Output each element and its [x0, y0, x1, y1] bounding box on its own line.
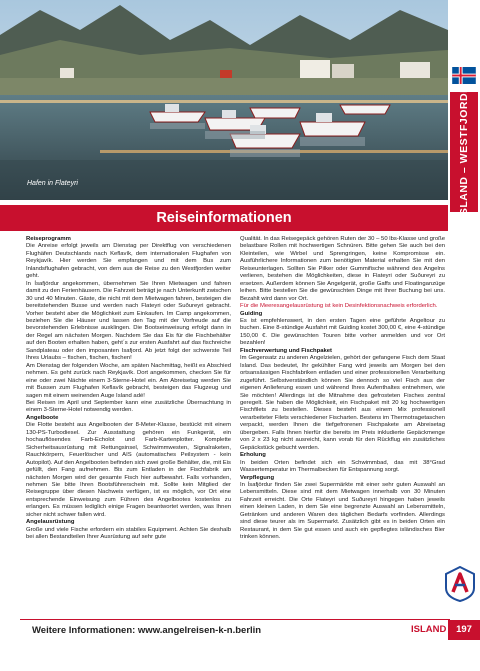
iceland-flag-icon [452, 67, 476, 84]
heading-recreation: Erholung [240, 452, 266, 459]
paragraph: Es ist empfehlenswert, in den ersten Tagen eine geführte Angeltour zu buchen. Eine 8-stündige Ausfahrt mit Guiding kostet 300,00 €, eine 4-stündige 150,00 €. Die gewünschten Touren bitte vorher anmelden und vor Ort bezahlen! [240, 317, 445, 347]
paragraph: Große und viele Fische erfordern ein stabiles Equipment. Achten Sie deshalb bei allen Bestandteilen Ihrer Ausrüstung auf sehr gute [26, 526, 231, 541]
paragraph: In Ísafjördur angekommen, übernehmen Sie Ihren Mietwagen und fahren damit zu den Ferienhäusern. Die Fahrzeit beträgt je nach Unterkunft zwischen 30 und 40 Minuten. Gäste, die nicht mit dem Mietwagen fahren, besteigen die bereitstehenden Busse und werden nach Flateyri oder Suðureyri gebracht. Vorher besteht aber die Möglichkeit zum Einkaufen. Im Camp angekommen, beziehen Sie die Häuser und lassen den Tag mit der Vorfreude auf die bevorstehenden Erlebnisse ausklingen. Die Bootseinweisung erfolgt dann in der Regel am nächsten Morgen. Nachdem Sie das Eis für die Fischbehälter auf den Booten erhalten haben, geht´s zur ersten Ausfahrt auf das fischreiche Sandplateau oder den imposanten Isafjord. Ab jetzt folgt der schwerste Teil Ihres Urlaubs – fischen, fischen, fischen! [26, 280, 231, 362]
photo-caption: Hafen in Flateyri [27, 180, 78, 187]
paragraph: In Ísafjördur finden Sie zwei Supermärkte mit einer sehr guten Auswahl an Lebensmitteln. Diese sind mit dem Mietwagen innerhalb von 30 Minuten Fahrzeit erreicht. Die Orte Flateyri und Suðureyri hingegen haben jeweils einen kleinen Laden, in dem Sie eine begrenzte Auswahl an Lebensmitteln, Getränken und anderen Waren des täglichen Bedarfs vorfinden. Allerdings sind diese teurer als im Supermarkt. Zusätzlich gibt es in beiden Orten ein Restaurant, in dem Sie gut essen und auch ein gepflegtes isländisches Bier trinken können. [240, 481, 445, 541]
paragraph: Die Flotte besteht aus Angelbooten der 8-Meter-Klasse, bestückt mit einem 130-PS-Turbodiesel. Zur Ausstattung gehören ein Funkgerät, ein hochauflösendes Farb-Echolot und Farb-Kartenplotter. Komplette Sicherheitsausrüstung mit Rettungsinsel, Schwimmwesten, Signalraketen, Rauchkörpern, Feuerlöscher und AIS (automatisches Peilsystem - kein Autopilot). Auf den Angelbooten befinden sich zwei große Behälter, die, mit Eis gefüllt, den Fang aufnehmen. Bis zum Entladen in der Fischfabrik am nächsten Morgen wird der gesamte Fisch hier aufbewahrt. Falls vorhanden, nehmen Sie bitte Ihren Bootsführerschein mit. Sollte kein Mitglied der Reisegruppe über diesen Nachweis verfügen, ist es möglich, vor Ort eine entsprechende Einweisung zum Führen des Angelbootes kostenlos zu erlangen. Es müssen lediglich einige Fragen beantwortet werden, was Ihnen sicher nicht schwer fallen wird. [26, 422, 231, 518]
footer-more-info: Weitere Informationen: www.angelreisen-k-n.berlin [32, 625, 262, 636]
harbor-photo [0, 0, 448, 200]
heading-fish: Fischverwertung und Fischpaket [240, 347, 332, 354]
heading-gear: Angelausrüstung [26, 519, 75, 526]
left-column [26, 236, 231, 542]
heading-program: Reiseprogramm [26, 236, 71, 242]
section-banner [0, 205, 448, 231]
paragraph: Qualität. In das Reisegepäck gehören Ruten der 30 – 50 lbs-Klasse und große belastbare Rollen mit hochwertigen Schnüren. Bitte gehen Sie auch bei den Kleinteilen, wie Wirbel und Sprengringen, keine Kompromisse ein. Ausführlichere Informationen zum benötigten Material erhalten Sie mit den Reiseunterlagen. Sollten Sie Pilker oder Gummifische während des Angelns verlieren, bestehen die Möglichkeiten, diese in Flateyri oder Suðureyri zu ersetzen. Außerdem können Sie Angelgerät, große Gaffs und Floatinganzüge leihen. Bitte bestellen Sie die gewünschten Dinge mit Ihrer Buchung bei uns. Bezahlt wird dann vor Ort. [240, 236, 445, 302]
heading-boats: Angelboote [26, 414, 59, 421]
side-chapter-text: ISLAND – WESTFJORDE [458, 85, 470, 219]
footer-country: ISLAND [411, 624, 447, 635]
right-column [240, 236, 445, 542]
publisher-logo-icon [444, 566, 476, 602]
paragraph: Im Gegensatz zu anderen Angelzielen, gehört der gefangene Fisch dem Staat Island. Das bedeutet, Ihr gekühlter Fang wird jeweils am Morgen bei den ortsansässigen Fischfabriken entladen und einer professionellen Verarbeitung zugeführt. Selbstverständlich können Sie dennoch so viel Fisch aus der eigenen Anlieferung essen und während Ihres Aufenthaltes entnehmen, wie Sie möchten! Allerdings ist die Mitnahme des gefrosteten Fisches zentral geregelt. Sie haben die Möglichkeit, ein Fischpaket mit 20 kg hochwertigen Fischfilets zu bestellen. Dieses besteht aus einem Mix professionell verarbeiteter Filets verschiedener Fischarten. Bestens im Thermotragetaschen verpackt, werden Ihnen die tiefgefrorenen Fischpakete am Abreisetag übergeben. Falls Ihnen hierfür die bereits im Preis inkludierte Gepäckmenge von 2 x 23 kg nicht ausreicht, kann vorab für den Rückflug ein zusätzliches Gepäckstück gebucht werden. [240, 355, 445, 451]
page-number: 197 [448, 620, 480, 640]
paragraph: In beiden Orten befindet sich ein Schwimmbad, das mit 38°Grad Wassertemperatur im Thermalbecken für Entspannung sorgt. [240, 459, 445, 474]
disinfection-note: Für die Meeresangelausrüstung ist kein Desinfektionsnachweis erforderlich. [240, 303, 438, 310]
paragraph: Bei Reisen im April und September kann eine zusätzliche Übernachtung in einem 3-Sterne-Hotel notwendig werden. [26, 399, 231, 414]
paragraph: Die Anreise erfolgt jeweils am Dienstag per Direktflug von verschiedenen Flughäfen Deutschlands nach Keflavík, dem internationalen Flughafen von Reykjavík. Hier werden Sie empfangen und mit dem Bus zum Inlandsflughafen gebracht, von dem aus die Reise zu den Westfjorden weiter geht. [26, 243, 231, 280]
side-chapter-label [450, 85, 478, 219]
heading-food: Verpflegung [240, 474, 275, 481]
heading-guiding: Guiding [240, 310, 263, 317]
page-footer [0, 614, 480, 671]
section-title: Reiseinformationen [156, 210, 292, 226]
footer-divider [20, 619, 450, 620]
paragraph: Am Dienstag der folgenden Woche, am späten Nachmittag, heißt es Abschied nehmen. Es geht zurück nach Reykjavík. Dort angekommen, checken Sie für eine oder zwei Nächte einem 3-Sterne-Hotel ein. Am Abreisetag werden Sie mit Bussen zum Flughafen Keflavík gebracht, besteigen das Flugzeug und sagen mit einem weinenden Auge Island adé! [26, 362, 231, 399]
